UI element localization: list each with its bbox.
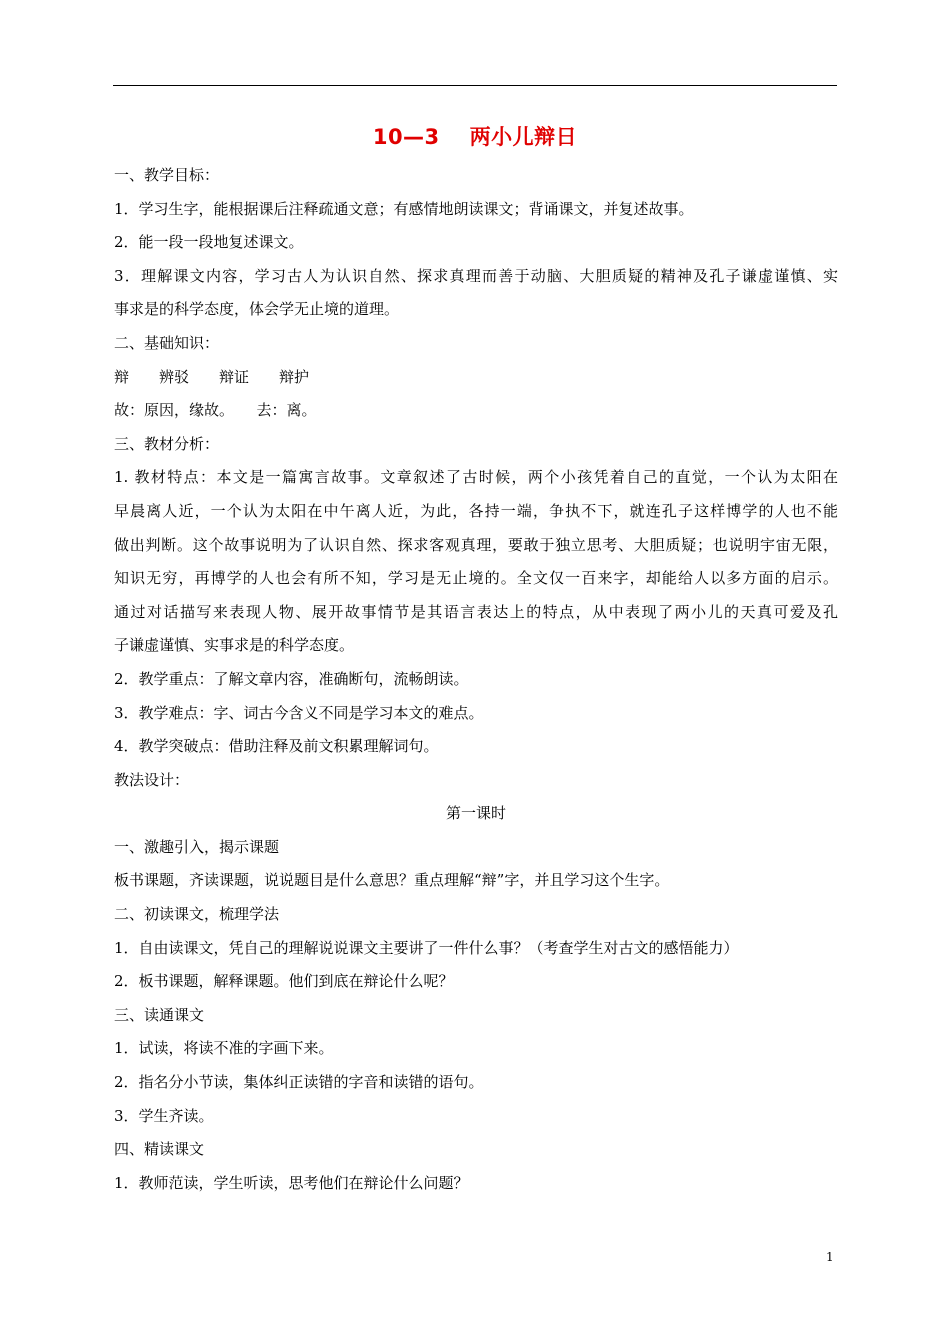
analysis-paragraph-line-5: 通过对话描写来表现人物、展开故事情节是其语言表达上的特点，从中表现了两小儿的天真可爱及孔	[114, 602, 838, 621]
objective-item-3-line-1: 3．理解课文内容，学习古人为认识自然、探求真理而善于动脑、大胆质疑的精神及孔子谦虚谨慎、实	[114, 266, 838, 285]
step-3-item-3: 3．学生齐读。	[114, 1106, 214, 1125]
section-heading-method: 教法设计：	[114, 770, 190, 789]
title-number: 10—3	[372, 125, 440, 149]
analysis-paragraph-line-4: 知识无穷，再博学的人也会有所不知，学习是无止境的。全文仅一百来字，却能给人以多方面的启示。	[114, 569, 838, 588]
body-text	[114, 159, 838, 1200]
analysis-paragraph-line-2: 早晨离人近，一个认为太阳在中午离人近，为此，各持一端，争执不下，就连孔子这样博学的人也不能	[114, 501, 838, 520]
analysis-item-4: 4．教学突破点：借助注释及前文积累理解词句。	[114, 737, 439, 756]
step-2-item-1: 1．自由读课文，凭自己的理解说说课文主要讲了一件什么事？（考查学生对古文的感悟能力）	[114, 938, 739, 957]
step-heading-2: 二、初读课文，梳理学法	[114, 905, 280, 924]
step-heading-3: 三、读通课文	[114, 1005, 205, 1024]
section-heading-objectives: 一、教学目标：	[114, 166, 220, 184]
step-2-item-2: 2．板书课题，解释课题。他们到底在辩论什么呢？	[114, 972, 454, 991]
step-heading-4: 四、精读课文	[114, 1140, 205, 1159]
objective-item-3-line-2: 事求是的科学态度，体会学无止境的道理。	[114, 300, 400, 319]
analysis-paragraph-line-3: 做出判断。这个故事说明为了认识自然、探求客观真理，要敢于独立思考、大胆质疑；也说明宇宙无限，	[114, 535, 838, 554]
document-title	[0, 121, 950, 151]
analysis-item-2: 2．教学重点：了解文章内容，准确断句，流畅朗读。	[114, 669, 469, 688]
page-number: 1	[826, 1250, 834, 1264]
analysis-item-3: 3．教学难点：字、词古今含义不同是学习本文的难点。	[114, 703, 484, 722]
objective-item-1: 1．学习生字，能根据课后注释疏通文意；有感情地朗读课文；背诵课文，并复述故事。	[114, 199, 694, 218]
step-4-item-1: 1．教师范读，学生听读，思考他们在辩论什么问题？	[114, 1173, 469, 1192]
header-rule	[113, 85, 837, 86]
step-3-item-1: 1．试读，将读不准的字画下来。	[114, 1039, 334, 1058]
step-1-text: 板书课题，齐读课题，说说题目是什么意思？重点理解“辩”字，并且学习这个生字。	[114, 871, 670, 890]
objective-item-2: 2．能一段一段地复述课文。	[114, 233, 304, 252]
section-heading-basics: 二、基础知识：	[114, 333, 220, 352]
basics-definitions: 故：原因，缘故。 去：离。	[114, 401, 317, 420]
analysis-paragraph-line-6: 子谦虚谨慎、实事求是的科学态度。	[114, 636, 355, 655]
title-text: 两小儿辩日	[469, 125, 578, 149]
basics-words: 辩 辨驳 辩证 辩护	[114, 367, 310, 386]
analysis-paragraph-line-1: 1. 教材特点：本文是一篇寓言故事。文章叙述了古时候，两个小孩凭着自己的直觉，一个认为太阳在	[114, 468, 838, 487]
step-3-item-2: 2．指名分小节读，集体纠正读错的字音和读错的语句。	[114, 1073, 484, 1092]
lesson-heading: 第一课时	[445, 804, 506, 823]
section-heading-analysis: 三、教材分析：	[114, 434, 220, 453]
step-heading-1: 一、激趣引入，揭示课题	[114, 837, 280, 856]
